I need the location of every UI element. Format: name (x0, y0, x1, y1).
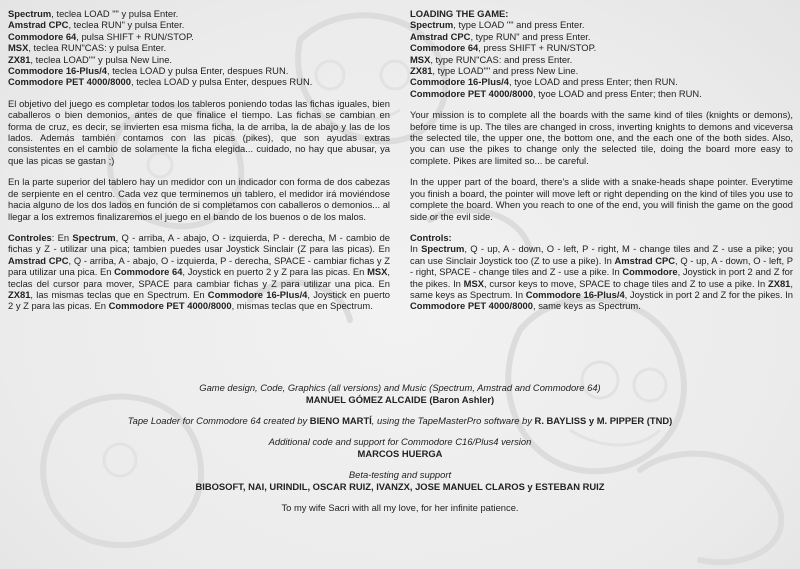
loading-line-zx81: ZX81, type LOAD"" and press New Line. (410, 65, 579, 77)
credit-loader-line: Tape Loader for Commodore 64 created by BIENO MARTÍ, using the TapeMasterPro software by R. BAYLISS y M. PIPPER (TND) (127, 415, 673, 426)
credit-design-name: MANUEL GÓMEZ ALCAIDE (Baron Ashler) (305, 394, 495, 405)
loading-line-msx: MSX, teclea RUN"CAS: y pulsa Enter. (8, 42, 167, 54)
loading-line-msx: MSX, type RUN"CAS: and press Enter. (410, 53, 573, 65)
english-column (410, 8, 793, 312)
loading-line-amstrad: Amstrad CPC, type RUN" and press Enter. (410, 30, 591, 42)
english-mission-paragraph: Your mission is to complete all the boards with the same kind of tiles (knights or demons), before time is up. The tiles are changed in cross, inverting knights to demons and viceversa the selected tile, the upper one, the bottom one, and the each one of the both sides. Also, you can use the pikes to change only the selected tile, doing the board more easy to complete. Pikes are limited so... be careful. (410, 109, 793, 166)
spanish-column (8, 8, 390, 312)
spanish-controls-paragraph: Controles: En Spectrum, Q - arriba, A - abajo, O - izquierda, P - derecha, M - cambio de fichas y Z - utilizar una pica; tambien puedes usar Joystick Sinclair (Z para las picas). En Amstrad CPC, Q - arriba, A - abajo, O - izquierda, P - derecha, SPACE - cambiar fichas y Z para utilizar una pica. En Commodore 64, Joystick en puerto 2 y Z para las picas. En MSX, teclas del cursor para mover, SPACE para cambiar fichas y Z para utilizar una pica. En ZX81, las mismas teclas que en Spectrum. En Commodore 16-Plus/4, Joystick en puerto 2 y Z para las picas. En Commodore PET 4000/8000, mismas teclas que en Spectrum. (8, 231, 391, 312)
loading-line-spectrum: Spectrum, type LOAD "" and press Enter. (410, 19, 585, 31)
loading-line-zx81: ZX81, teclea LOAD"" y pulsa New Line. (8, 53, 173, 65)
loading-line-spectrum: Spectrum, teclea LOAD "" y pulsa Enter. (8, 8, 179, 19)
loading-line-c16: Commodore 16-Plus/4, teclea LOAD y pulsa Enter, despues RUN. (8, 65, 289, 77)
loading-line-c64: Commodore 64, pulsa SHIFT + RUN/STOP. (8, 30, 194, 42)
loading-line-pet: Commodore PET 4000/8000, tyoe LOAD and press Enter; then RUN. (410, 87, 702, 99)
credit-dedication: To my wife Sacri with all my love, for her infinite patience. (281, 502, 519, 513)
loading-line-pet: Commodore PET 4000/8000, teclea LOAD y pulsa Enter, despues RUN. (8, 76, 313, 88)
english-controls-title: Controls: (410, 231, 452, 243)
credits-section (0, 382, 800, 514)
spanish-loading-list (8, 8, 390, 88)
credit-additional-name: MARCOS HUERGA (357, 448, 443, 459)
credit-beta-names: BIBOSOFT, NAI, URINDIL, OSCAR RUIZ, IVANZX, JOSE MANUEL CLAROS y ESTEBAN RUIZ (195, 481, 605, 492)
spanish-meter-paragraph: En la parte superior del tablero hay un medidor con un indicador con forma de dos cabezas de serpiente en el centro. Cada vez que terminemos un tablero, el medidor irá moviéndose hacia alguno de los dos lados en función de si completamos con caballeros o demonios... al llegar a los extremos finalizaremos el juego en el bando de los buenos o de los malos. (8, 176, 391, 222)
credit-additional-role: Additional code and support for Commodore C16/Plus4 version (268, 436, 532, 447)
credit-design-role: Game design, Code, Graphics (all versions) and Music (Spectrum, Amstrad and Commodore 64) (199, 382, 601, 393)
credit-beta-role: Beta-testing and support (348, 469, 452, 480)
loading-line-amstrad: Amstrad CPC, teclea RUN" y pulsa Enter. (8, 19, 185, 31)
english-loading-title: LOADING THE GAME: (410, 8, 509, 19)
spanish-objective-paragraph: El objetivo del juego es completar todos los tableros poniendo todas las fichas iguales, bien caballeros o bien demonios, antes de que finalice el tiempo. Las fichas se cambian en forma de cruz, es decir, se invierten esa misma ficha, la de arriba, la de abajo y las de los lados. Además también contamos con las picas (pikes), que son ayudas extras consistentes en el cambio de solamente la ficha elegida... cuidado, no hay que abusar, ya que las picas se gastan ;) (8, 97, 390, 166)
loading-line-c64: Commodore 64, press SHIFT + RUN/STOP. (410, 42, 597, 54)
english-loading-list (410, 19, 793, 99)
english-slide-paragraph: In the upper part of the board, there's a slide with a snake-heads shape pointer. Everytime you finish a board, the pointer will move left or right depending on the kind of tiles you use to complete the board. When you reach to one of the end, you will finish the game on the good side or the evil side. (410, 176, 793, 222)
english-controls-paragraph: In Spectrum, Q - up, A - down, O - left, P - right, M - change tiles and Z - use a pike; you can use Sinclair Joystick too (Z to use a pike). In Amstrad CPC, Q - up, A - down, O - left, P - right, SPACE - change tiles and Z - use a pike. In Commodore, Joystick in port 2 and Z for the pikes. In MSX, cursor keys to move, SPACE to chage tiles and Z to use a pike. In ZX81, same keys as Spectrum. In Commodore 16-Plus/4, Joystick in port 2 and Z for the pikes. In Commodore PET 4000/8000, same keys as Spectrum. (410, 243, 794, 312)
loading-line-c16: Commodore 16-Plus/4, tyoe LOAD and press Enter; then RUN. (410, 76, 678, 88)
